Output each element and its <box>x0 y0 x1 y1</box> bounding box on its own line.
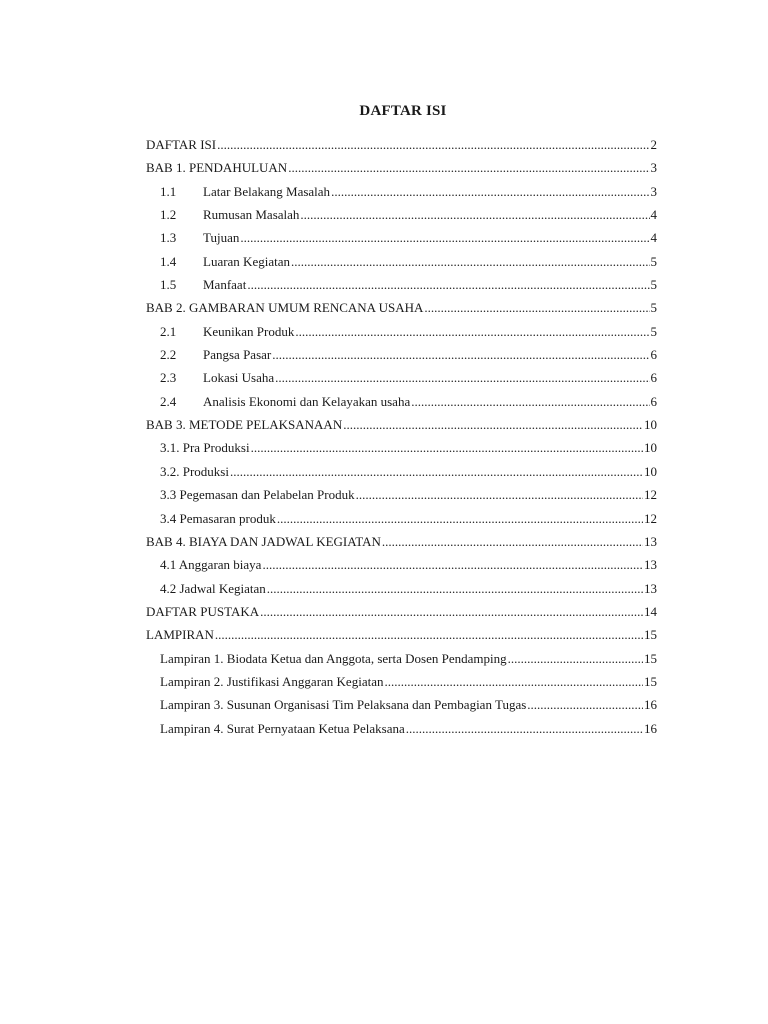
toc-section-number: 2.1 <box>160 323 177 339</box>
toc-page-number: 5 <box>650 253 657 269</box>
toc-entry[interactable] <box>146 695 657 718</box>
toc-entry-text: DAFTAR PUSTAKA <box>146 603 260 619</box>
toc-leader-dots <box>356 485 643 505</box>
toc-entry[interactable] <box>146 485 657 508</box>
toc-leader-dots <box>508 649 643 669</box>
toc-entry[interactable] <box>146 509 657 532</box>
toc-leader-dots <box>247 275 649 295</box>
toc-leader-dots <box>384 672 643 692</box>
toc-entry[interactable] <box>146 672 657 695</box>
toc-entry-text: DAFTAR ISI <box>146 137 217 152</box>
toc-leader-dots <box>343 415 643 435</box>
toc-entry-text: BAB 1. PENDAHULUAN <box>146 160 288 176</box>
toc-entry-text: Tujuan <box>203 230 240 246</box>
toc-entry-text: Pangsa Pasar <box>203 347 272 363</box>
toc-page-number: 13 <box>644 580 657 596</box>
toc-entry[interactable] <box>146 252 657 275</box>
toc-page-number: 3 <box>650 160 657 176</box>
toc-entry-text: 4.2 Jadwal Kegiatan <box>160 580 266 596</box>
table-of-contents <box>146 135 657 742</box>
toc-entry-text: 3.4 Pemasaran produk <box>160 510 276 526</box>
toc-entry[interactable] <box>146 392 657 415</box>
toc-entry-text: Lampiran 4. Surat Pernyataan Ketua Pelaksana <box>160 720 405 736</box>
toc-entry-text: Keunikan Produk <box>203 323 295 339</box>
toc-leader-dots <box>411 392 649 412</box>
toc-entry[interactable] <box>146 438 657 461</box>
toc-entry[interactable] <box>146 298 657 321</box>
toc-page-number: 5 <box>650 323 657 339</box>
toc-page-number: 10 <box>644 463 657 479</box>
toc-entry-text: 3.2. Produksi <box>160 463 229 479</box>
toc-page-number: 16 <box>644 697 657 713</box>
toc-entry[interactable] <box>146 158 657 181</box>
toc-entry-text: Lokasi Usaha <box>203 370 275 386</box>
toc-leader-dots <box>260 602 643 622</box>
toc-leader-dots <box>277 509 643 529</box>
toc-leader-dots <box>272 345 649 365</box>
toc-page-number: 14 <box>644 603 657 619</box>
toc-leader-dots <box>424 298 649 318</box>
toc-entry[interactable] <box>146 135 657 158</box>
toc-leader-dots <box>382 532 643 552</box>
toc-leader-dots <box>527 695 643 715</box>
toc-entry-text: Rumusan Masalah <box>203 207 300 223</box>
toc-entry-text: Luaran Kegiatan <box>203 253 290 269</box>
toc-section-number: 1.3 <box>160 230 177 246</box>
toc-page-number: 15 <box>644 673 657 689</box>
toc-entry[interactable] <box>146 649 657 672</box>
toc-leader-dots <box>295 322 649 342</box>
toc-page-number: 13 <box>644 533 657 549</box>
toc-leader-dots <box>267 579 643 599</box>
toc-leader-dots <box>300 205 649 225</box>
toc-entry-text: Lampiran 3. Susunan Organisasi Tim Pelaksana dan Pembagian Tugas <box>160 697 527 713</box>
toc-entry[interactable] <box>146 602 657 625</box>
toc-page-number: 4 <box>650 207 657 223</box>
toc-entry[interactable] <box>146 532 657 555</box>
toc-entry-text: BAB 4. BIAYA DAN JADWAL KEGIATAN <box>146 533 381 549</box>
toc-entry[interactable] <box>146 579 657 602</box>
toc-page-number: 15 <box>644 627 657 643</box>
toc-entry-text: BAB 3. METODE PELAKSANAAN <box>146 417 343 433</box>
toc-section-number: 2.3 <box>160 370 177 386</box>
toc-entry-text: Analisis Ekonomi dan Kelayakan usaha <box>203 393 411 409</box>
toc-leader-dots <box>275 368 649 388</box>
page-title: DAFTAR ISI <box>359 103 447 119</box>
toc-page-number: 3 <box>650 183 657 199</box>
toc-page-number: 16 <box>644 720 657 736</box>
toc-entry[interactable] <box>146 228 657 251</box>
toc-page-number: 4 <box>650 230 657 246</box>
toc-entry-text: BAB 2. GAMBARAN UMUM RENCANA USAHA <box>146 300 424 316</box>
toc-entry[interactable] <box>146 322 657 345</box>
toc-entry-text: Lampiran 1. Biodata Ketua dan Anggota, serta Dosen Pendamping <box>160 650 507 666</box>
toc-entry[interactable] <box>146 275 657 298</box>
toc-page-number: 12 <box>644 510 657 526</box>
toc-leader-dots <box>331 182 649 202</box>
toc-entry-text: Latar Belakang Masalah <box>203 183 331 199</box>
toc-entry-text: 3.1. Pra Produksi <box>160 440 250 456</box>
toc-section-number: 1.5 <box>160 277 177 293</box>
toc-leader-dots <box>230 462 643 482</box>
toc-page-number: 5 <box>650 300 657 316</box>
toc-leader-dots <box>251 438 643 458</box>
toc-leader-dots <box>215 625 643 645</box>
toc-entry[interactable] <box>146 345 657 368</box>
toc-leader-dots <box>217 135 649 155</box>
toc-section-number: 2.2 <box>160 347 177 363</box>
toc-entry[interactable] <box>146 415 657 438</box>
toc-leader-dots <box>406 719 643 739</box>
toc-page-number: 5 <box>650 277 657 293</box>
toc-page-number: 6 <box>650 393 657 409</box>
toc-entry[interactable] <box>146 462 657 485</box>
toc-page-number: 15 <box>644 650 657 666</box>
toc-entry[interactable] <box>146 368 657 391</box>
toc-page-number: 12 <box>644 487 657 503</box>
toc-entry[interactable] <box>146 182 657 205</box>
toc-page-number: 6 <box>650 347 657 363</box>
toc-page-number: 6 <box>650 370 657 386</box>
toc-section-number: 1.4 <box>160 253 177 269</box>
toc-leader-dots <box>240 228 649 248</box>
toc-page-number: 10 <box>644 417 657 433</box>
toc-entry-text: LAMPIRAN <box>146 627 214 643</box>
toc-entry-text: Lampiran 2. Justifikasi Anggaran Kegiatan <box>160 673 384 689</box>
toc-section-number: 1.2 <box>160 207 177 223</box>
toc-leader-dots <box>291 252 650 272</box>
toc-entry[interactable] <box>146 625 657 648</box>
toc-entry-text: 3.3 Pegemasan dan Pelabelan Produk <box>160 487 355 503</box>
toc-section-number: 2.4 <box>160 393 177 409</box>
toc-leader-dots <box>262 555 643 575</box>
toc-entry[interactable] <box>146 719 657 742</box>
toc-entry-text: 4.1 Anggaran biaya <box>160 557 262 573</box>
toc-entry[interactable] <box>146 555 657 578</box>
toc-leader-dots <box>288 158 649 178</box>
toc-page-number: 13 <box>644 557 657 573</box>
toc-section-number: 1.1 <box>160 183 177 199</box>
toc-entry-text: Manfaat <box>203 277 247 293</box>
toc-entry[interactable] <box>146 205 657 228</box>
toc-page-number: 10 <box>644 440 657 456</box>
toc-page-number: 2 <box>650 137 657 152</box>
